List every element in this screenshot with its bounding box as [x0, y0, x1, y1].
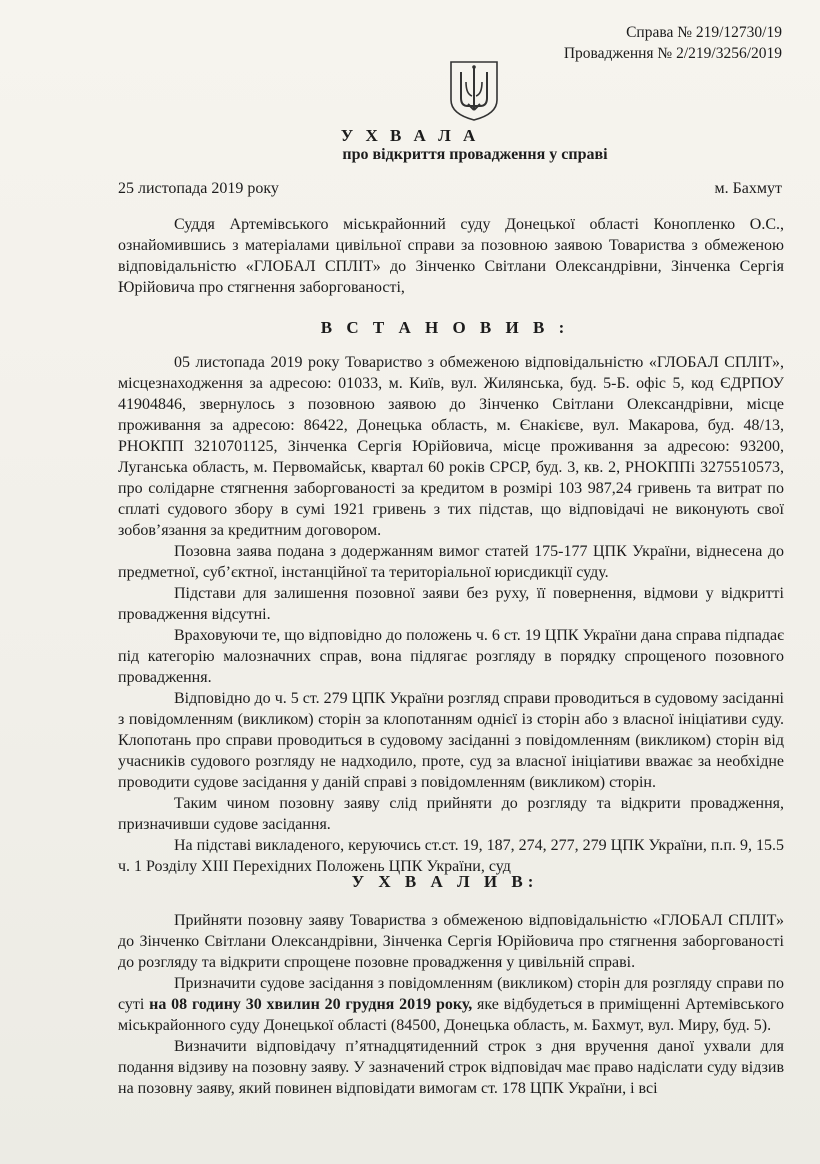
established-paragraph: Позовна заява подана з додержанням вимог статей 175-177 ЦПК України, віднесена до предметної, суб’єктної, інстанційної та територіальної юрисдикції суду. — [118, 543, 784, 581]
document-city: м. Бахмут — [714, 180, 782, 197]
established-paragraph: 05 листопада 2019 року Товариство з обмеженою відповідальністю «ГЛОБАЛ СПЛІТ», місцезнаходження за адресою: 01033, м. Київ, вул. Жилянська, буд. 5-Б. офіс 5, код ЄДРПОУ 41904846, звернулось з позовною заявою до Зінченко Світлани Олександрівни, місце проживання за адресою: 86422, Донецька область, м. Єнакієве, вул. Макарова, буд. 48/13, РНОКПП 3210701125, Зінченка Сергія Юрійовича, місце проживання за адресою: 93200, Луганська область, м. Первомайськ, квартал 60 років СРСР, буд. 3, кв. 2, РНОКППі 3275510573, про солідарне стягнення заборгованості за кредитом в розмірі 103 987,24 гривень та витрат по сплаті судового збору в сумі 1921 гривень з тих підстав, що відповідачі не виконують свої зобов’язання за кредитним договором. — [118, 354, 784, 539]
document-date: 25 листопада 2019 року — [118, 180, 279, 197]
case-number: Справа № 219/12730/19 — [626, 24, 782, 41]
intro-block — [118, 214, 784, 298]
ruled-heading: У Х В А Л И В: — [351, 872, 539, 891]
established-paragraph: Підстави для залишення позовної заяви без руху, її повернення, відмови у відкритті провадження відсутні. — [118, 585, 784, 623]
ruled-paragraph: Визначити відповідачу п’ятнадцятиденний строк з дня вручення даної ухвали для подання відзиву на позовну заяву. У зазначений строк відповідач має право надіслати суду відзив на позовну заяву, який повинен відповідати вимогам ст. 178 ЦПК України, і всі — [118, 1038, 784, 1097]
intro-paragraph: Суддя Артемівського міськрайонний суду Донецької області Конопленко О.С., ознайомившись з матеріалами цивільної справи за позовною заявою Товариства з обмеженою відповідальністю «ГЛОБАЛ СПЛІТ» до Зінченко Світлани Олександрівни, Зінченка Сергія Юрійовича про стягнення заборгованості, — [118, 216, 784, 296]
established-paragraph: На підставі викладеного, керуючись ст.ст. 19, 187, 274, 277, 279 ЦПК України, п.п. 9, 15.5 ч. 1 Розділу XIII Перехідних Положень ЦПК України, суд — [118, 837, 784, 875]
ruled-paragraph-hearing — [118, 973, 784, 1036]
established-block — [118, 352, 784, 877]
case-reference — [564, 22, 782, 64]
ruled-block — [118, 910, 784, 1099]
hearing-text-after: яке відбудеться в приміщенні Артемівського міськрайонного суду Донецької області (84500, Донецька область, м. Бахмут, вул. Миру, буд. 5). — [118, 996, 784, 1034]
hearing-date-time: на 08 годину 30 хвилин 20 грудня 2019 року, — [149, 996, 473, 1013]
established-paragraph: Враховуючи те, що відповідно до положень ч. 6 ст. 19 ЦПК України дана справа підпадає під категорію малозначних справ, вона підлягає розгляду в порядку спрощеного позовного провадження. — [118, 627, 784, 686]
ruled-paragraph: Прийняти позовну заяву Товариства з обмеженою відповідальністю «ГЛОБАЛ СПЛІТ» до Зінченко Світлани Олександрівни, Зінченка Сергія Юрійовича про стягнення заборгованості до розгляду та відкрити спрощене позовне провадження у цивільній справі. — [118, 912, 784, 971]
document-title: У Х В А Л А — [340, 126, 480, 145]
hearing-text-before: Призначити судове засідання з повідомленням (викликом) сторін для розгляду справи по суті — [118, 975, 784, 1013]
proceeding-number: Провадження № 2/219/3256/2019 — [563, 45, 782, 62]
ukraine-trident-emblem-icon — [448, 60, 500, 122]
established-paragraph: Відповідно до ч. 5 ст. 279 ЦПК України розгляд справи проводиться в судовому засіданні з повідомленням (викликом) сторін за клопотанням однієї із сторін або з власної ініціативи суду. Клопотань про справи проводиться в судовому засіданні з повідомленням (викликом) сторін від учасників судового розгляду не надходило, проте, суд за власної ініціативи вважає за необхідне проводити судове засідання у даній справі з повідомленням (викликом) сторін. — [118, 690, 784, 791]
date-line — [118, 180, 782, 198]
established-heading: В С Т А Н О В И В : — [320, 318, 570, 337]
established-paragraph: Таким чином позовну заяву слід прийняти до розгляду та відкрити провадження, призначивши судове засідання. — [118, 795, 784, 833]
document-subtitle: про відкриття провадження у справі — [342, 146, 608, 163]
